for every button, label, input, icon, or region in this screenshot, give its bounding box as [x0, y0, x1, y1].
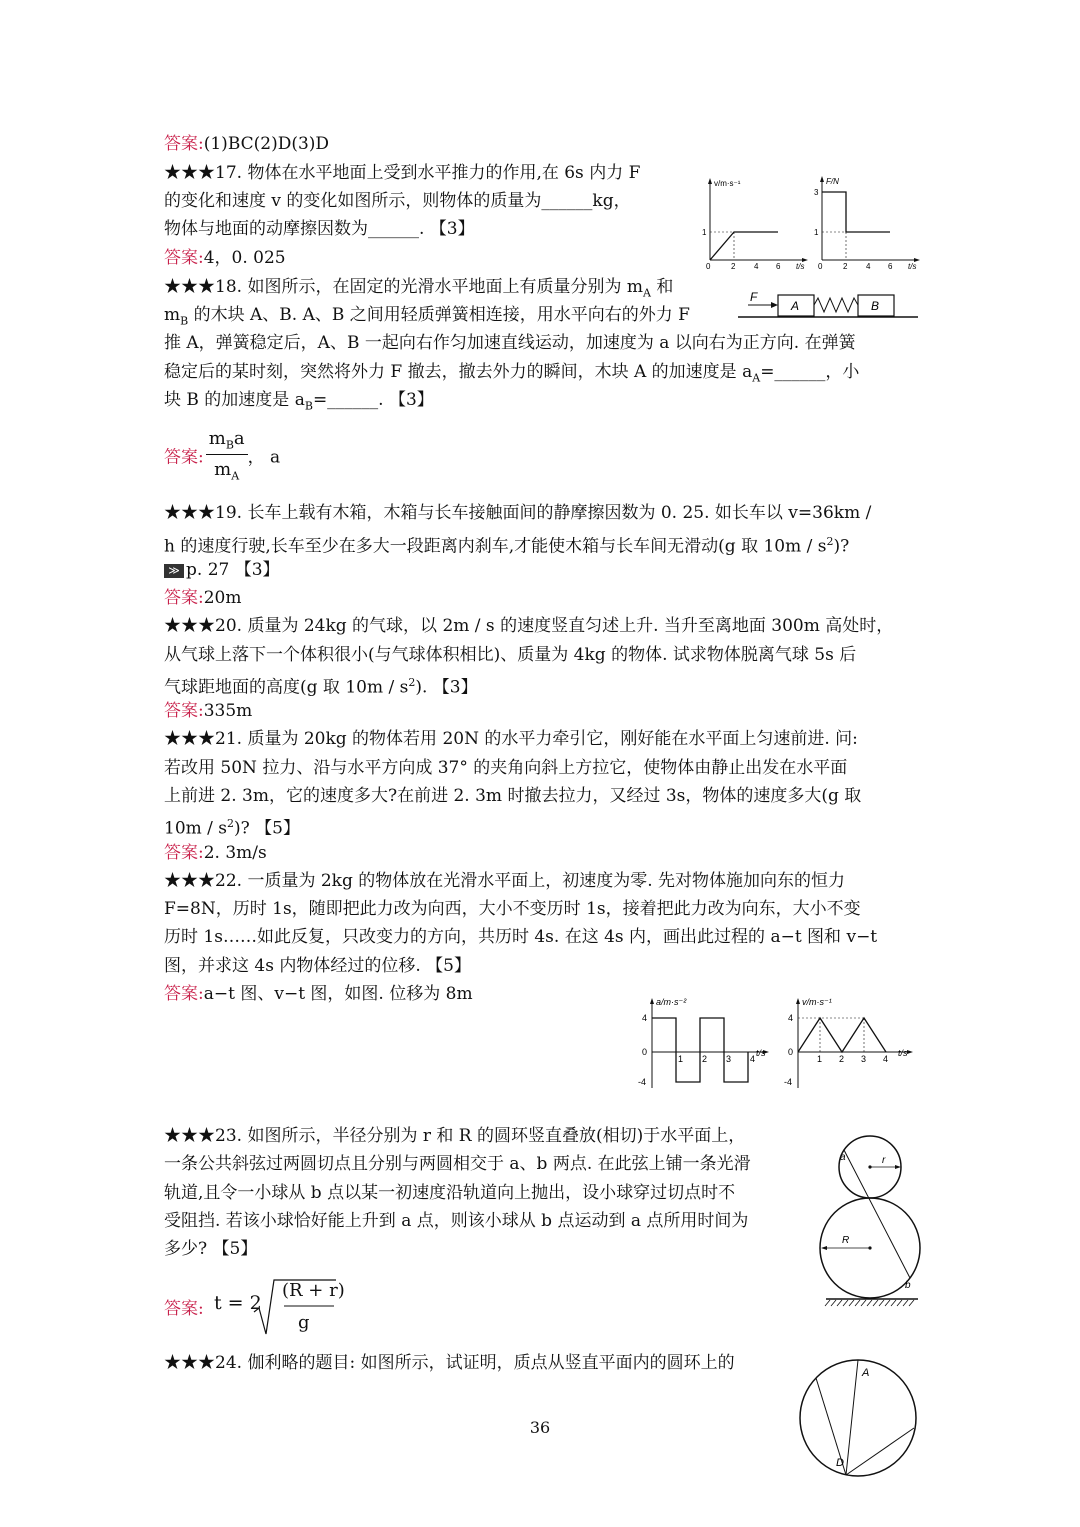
q18-answer-num-tail: a: [233, 428, 245, 449]
q18-answer-num-sub: B: [225, 438, 234, 452]
q22-vt-tick-2: 2: [839, 1054, 845, 1064]
q21-answer: 2. 3m/s: [203, 843, 267, 863]
q20-answer-line: [164, 700, 252, 722]
q23-line-5: 多少? 【5】: [164, 1239, 258, 1259]
q23-fig-r: r: [882, 1155, 886, 1166]
q23-line-1: ★★★23. 如图所示，半径分别为 r 和 R 的圆环竖直叠放(相切)于水平面上，: [164, 1126, 746, 1146]
q17-ft-tick-0: 0: [818, 262, 823, 271]
q17-ft-tick-4: 4: [866, 262, 871, 271]
answer-label: 答案:: [164, 134, 204, 154]
q18-line-5: [164, 389, 434, 417]
q21-answer-line: [164, 842, 267, 864]
q22-vt-tick-4: 4: [883, 1054, 889, 1064]
q17-ft-xlabel: t/s: [908, 262, 917, 271]
q17-line-2: 的变化和速度 v 的变化如图所示，则物体的质量为______kg，: [164, 191, 631, 211]
q18-answer-tail: ， a: [247, 447, 281, 468]
q22-vt-tick-1: 1: [817, 1054, 823, 1064]
q23-fig-b: b: [905, 1280, 911, 1291]
q22-vt-y-pos: 4: [788, 1013, 794, 1023]
q17-line-1: ★★★17. 物体在水平地面上受到水平推力的作用,在 6s 内力 F: [164, 163, 641, 183]
answer-label: 答案:: [164, 984, 204, 1004]
q22-vt-y-zero: 0: [788, 1047, 794, 1057]
q24-fig-A: A: [862, 1367, 870, 1379]
q17-line-3: 物体与地面的动摩擦因数为______. 【3】: [164, 219, 475, 239]
q19-line-2: h 的速度行驶,长车至少在多大一段距离内刹车,才能使木箱与长车间无滑动(g 取 $10m / s^2$)?: [164, 535, 850, 557]
q17-ft-ylabel: F/N: [826, 177, 839, 186]
q17-vt-tick-2: 2: [731, 262, 736, 271]
q17-vt-ylabel: v/m·s⁻¹: [714, 179, 741, 188]
q18-line-1-text: ★★★18. 如图所示，在固定的光滑水平地面上有质量分别为 m: [164, 277, 643, 297]
q22-at-tick-2: 2: [702, 1054, 708, 1064]
q18-line-2-end: 的木块 A、B. A、B 之间用轻质弹簧相连接，用水平向右的外力 F: [188, 305, 690, 325]
q17-vt-xlabel: t/s: [796, 262, 805, 271]
q18-sub-a: A: [642, 286, 651, 300]
q18-answer-num: m: [208, 428, 226, 449]
q18-fig-f: F: [750, 290, 758, 304]
q18-line-4-end: =______，小: [760, 362, 860, 382]
q22-at-tick-4: 4: [750, 1054, 756, 1064]
q22-at-xlabel: t/s: [756, 1048, 766, 1058]
prev-answer-line: [164, 133, 329, 155]
q23-fig-R: R: [842, 1235, 850, 1246]
answer-label: 答案:: [164, 447, 204, 468]
q17-vt-graph: [700, 172, 810, 270]
q23-answer-prefix: t = 2: [214, 1292, 262, 1314]
q18-sub-a-2: A: [752, 371, 761, 385]
q17-vt-y1: 1: [702, 228, 707, 237]
q23-line-2: 一条公共斜弦过两圆切点且分别与两圆相交于 a、b 两点. 在此弦上铺一条光滑: [164, 1154, 751, 1174]
q19-line-2-start: h 的速度行驶,长车至少在多大一段距离内刹车,才能使木箱与长车间无滑动(g 取 10m / s: [164, 536, 827, 557]
q17-vt-tick-0: 0: [706, 262, 711, 271]
q23-fig-a: a: [840, 1152, 846, 1163]
q19-answer: 20m: [203, 588, 242, 608]
q20-line-2: 从气球上落下一个体积很小(与气球体积相比)、质量为 4kg 的物体. 试求物体脱离气球 5s 后: [164, 645, 857, 665]
answer-label: 答案:: [164, 588, 204, 608]
q21-line-1: ★★★21. 质量为 20kg 的物体若用 20N 的水平力牵引它，刚好能在水平面上匀速前进. 问:: [164, 729, 858, 749]
q22-at-tick-1: 1: [678, 1054, 684, 1064]
q22-line-1: ★★★22. 一质量为 2kg 的物体放在光滑水平面上，初速度为零. 先对物体施加向东的恒力: [164, 871, 846, 891]
q18-line-4: [164, 361, 859, 389]
q20-line-3: 气球距地面的高度(g 取 $10m / s^2$). 【3】: [164, 676, 478, 698]
q18-line-1-end: 和: [650, 277, 674, 297]
q19-answer-line: [164, 587, 242, 609]
q18-line-2: [164, 304, 690, 332]
q20-answer: 335m: [203, 701, 253, 721]
answer-label: 答案:: [164, 843, 204, 863]
q17-ft-y3: 3: [814, 188, 819, 197]
q18-answer-fraction: [206, 428, 248, 482]
q24-fig-D: D: [836, 1457, 844, 1469]
q22-vt-y-neg: -4: [784, 1077, 793, 1087]
q18-line-4-start: 稳定后的某时刻，突然将外力 F 撤去，撤去外力的瞬间，木块 A 的加速度是 a: [164, 362, 753, 382]
q17-answer-line: [164, 247, 286, 269]
q22-answer-line: [164, 983, 473, 1005]
q22-at-y-pos: 4: [642, 1013, 648, 1023]
q23-answer-den: g: [298, 1312, 310, 1333]
q19-line-3: [164, 559, 280, 581]
answer-label: 答案:: [164, 248, 204, 268]
q19-line-1: ★★★19. 长车上载有木箱，木箱与长车接触面间的静摩擦因数为 0. 25. 如长车以 v=36km /: [164, 503, 872, 523]
q22-at-tick-3: 3: [726, 1054, 732, 1064]
q22-vt-xlabel: t/s: [898, 1048, 908, 1058]
q22-line-4: 图，并求这 4s 内物体经过的位移. 【5】: [164, 956, 471, 976]
q20-line-3-end: ). 【3】: [415, 677, 478, 698]
q18-sub-b-2: B: [304, 399, 313, 413]
q18-fig-a: A: [791, 299, 800, 313]
q17-answer: 4，0. 025: [203, 248, 286, 268]
q24-line-1: ★★★24. 伽利略的题目: 如图所示，试证明，质点从竖直平面内的圆环上的: [164, 1353, 735, 1373]
reference-arrow-icon: ≫: [164, 564, 184, 578]
q21-line-4-start: 10m / s: [164, 818, 228, 839]
q22-answer: a−t 图、v−t 图，如图. 位移为 8m: [203, 984, 473, 1004]
q18-line-5-start: 块 B 的加速度是 a: [164, 390, 305, 410]
q17-ft-tick-6: 6: [888, 262, 893, 271]
q22-vt-ylabel: v/m·s⁻¹: [802, 997, 832, 1007]
q21-line-2: 若改用 50N 拉力、沿与水平方向成 37° 的夹角向斜上方拉它，使物体由静止出发在水平面: [164, 758, 848, 778]
q17-ft-graph: [812, 172, 922, 270]
q19-line-3-text: p. 27 【3】: [186, 560, 280, 580]
q22-vt-tick-3: 3: [861, 1054, 867, 1064]
q21-line-4: $10m / s^2$)? 【5】: [164, 817, 300, 839]
q18-line-1: [164, 276, 673, 304]
q23-line-3: 轨道,且令一小球从 b 点以某一初速度沿轨道向上抛出，设小球穿过切点时不: [164, 1183, 736, 1203]
q19-line-2-end: )?: [833, 536, 850, 557]
q22-at-y-zero: 0: [642, 1047, 648, 1057]
q22-vt-graph: [782, 996, 922, 1091]
q23-circles-figure: [818, 1130, 928, 1310]
q23-line-4: 受阻挡. 若该小球恰好能上升到 a 点，则该小球从 b 点运动到 a 点所用时间为: [164, 1211, 749, 1231]
q20-line-1: ★★★20. 质量为 24kg 的气球，以 2m / s 的速度竖直匀述上升. 当升至离地面 300m 高处时，: [164, 616, 894, 636]
q23-answer-num: (R + r): [282, 1280, 345, 1301]
q22-line-3: 历时 1s……如此反复，只改变力的方向，共历时 4s. 在这 4s 内，画出此过程的 a−t 图和 v−t: [164, 927, 878, 947]
q22-at-graph: [634, 996, 774, 1091]
answer-label: 答案:: [164, 1299, 204, 1319]
q17-ft-tick-2: 2: [843, 262, 848, 271]
q18-line-3: 推 A，弹簧稳定后，A、B 一起向右作匀加速直线运动，加速度为 a 以向右为正方向. 在弹簧: [164, 333, 856, 353]
answer-label: 答案:: [164, 701, 204, 721]
q18-line-5-end: =______. 【3】: [312, 390, 434, 410]
q21-line-4-end: )? 【5】: [234, 818, 300, 839]
q22-line-2: F=8N，历时 1s，随即把此力改为向西，大小不变历时 1s，接着把此力改为向东，大小不变: [164, 899, 861, 919]
q17-ft-y1: 1: [814, 228, 819, 237]
q20-line-3-start: 气球距地面的高度(g 取 10m / s: [164, 677, 409, 698]
q22-at-y-neg: -4: [638, 1077, 647, 1087]
page-number: 36: [529, 1418, 551, 1437]
q17-vt-tick-4: 4: [754, 262, 759, 271]
q18-sub-b: B: [180, 314, 189, 328]
q22-at-ylabel: a/m·s⁻²: [656, 997, 687, 1007]
q18-blocks-figure: [738, 288, 920, 320]
q18-answer-den: m: [214, 458, 232, 480]
q21-line-3: 上前进 2. 3m，它的速度多大?在前进 2. 3m 时撤去拉力，又经过 3s，物体的速度多大(g 取: [164, 786, 862, 806]
q18-fig-b: B: [871, 299, 880, 313]
q17-vt-tick-6: 6: [776, 262, 781, 271]
prev-answer: (1)BC(2)D(3)D: [203, 134, 330, 154]
q18-answer-den-sub: A: [231, 469, 240, 483]
q18-answer-line: [164, 428, 280, 482]
q18-line-2-start: m: [164, 305, 181, 325]
